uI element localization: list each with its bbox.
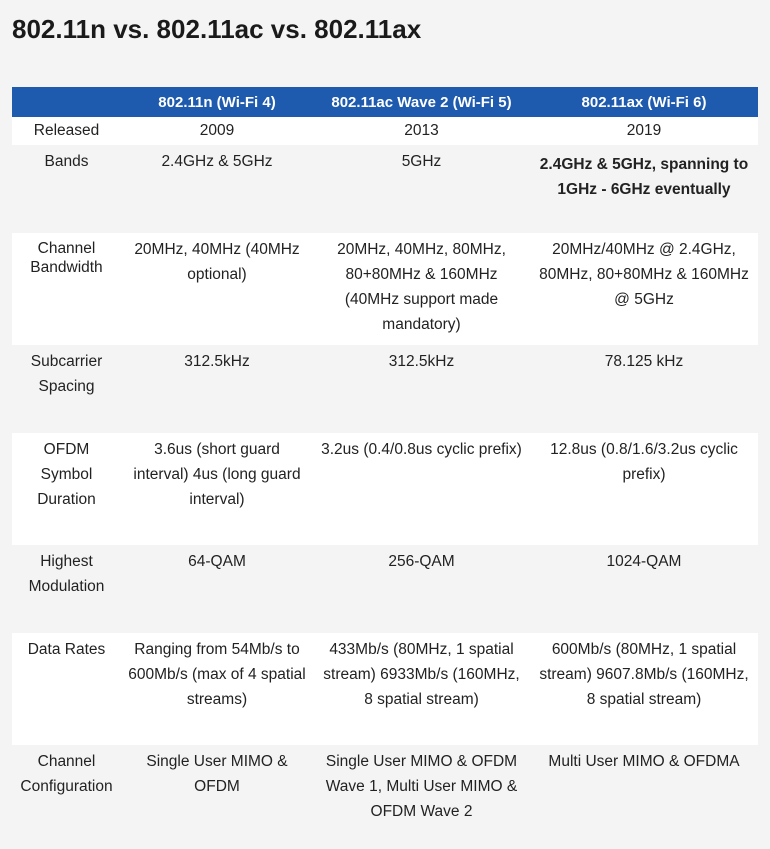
- row-label: Channel Configuration: [12, 745, 121, 845]
- page-title: 802.11n vs. 802.11ac vs. 802.11ax: [12, 14, 422, 44]
- comparison-table: [12, 87, 758, 845]
- table-row-data-rates: [12, 633, 758, 745]
- table-row-subcarrier-spacing: [12, 345, 758, 433]
- table-row-channel-configuration: [12, 745, 758, 845]
- table-cell: 20MHz, 40MHz (40MHz optional): [121, 233, 313, 345]
- row-label: Subcarrier Spacing: [12, 345, 121, 433]
- table-cell: 20MHz/40MHz @ 2.4GHz, 80MHz, 80+80MHz & 160MHz @ 5GHz: [530, 233, 758, 345]
- table-cell: 78.125 kHz: [530, 345, 758, 433]
- table-cell: 3.6us (short guard interval) 4us (long guard interval): [121, 433, 313, 545]
- table-cell: Multi User MIMO & OFDMA: [530, 745, 758, 845]
- table-cell: 2.4GHz & 5GHz, spanning to 1GHz - 6GHz eventually: [530, 145, 758, 233]
- table-cell: 2009: [121, 117, 313, 145]
- table-cell: 2013: [313, 117, 530, 145]
- row-label: Highest Modulation: [12, 545, 121, 633]
- table-cell: 1024-QAM: [530, 545, 758, 633]
- table-cell: Single User MIMO & OFDM: [121, 745, 313, 845]
- table-cell: 12.8us (0.8/1.6/3.2us cyclic prefix): [530, 433, 758, 545]
- row-label: Data Rates: [12, 633, 121, 745]
- table-cell: Single User MIMO & OFDM Wave 1, Multi User MIMO & OFDM Wave 2: [313, 745, 530, 845]
- row-label: OFDM Symbol Duration: [12, 433, 121, 545]
- header-cell-wifi4: 802.11n (Wi-Fi 4): [158, 93, 276, 111]
- table-row-channel-bandwidth: [12, 233, 758, 345]
- table-row-highest-modulation: [12, 545, 758, 633]
- row-label: Released: [12, 117, 121, 145]
- header-cell-wifi6: 802.11ax (Wi-Fi 6): [581, 93, 707, 111]
- table-cell: 600Mb/s (80MHz, 1 spatial stream) 9607.8Mb/s (160MHz, 8 spatial stream): [530, 633, 758, 745]
- table-cell: 64-QAM: [121, 545, 313, 633]
- row-label: Bands: [12, 145, 121, 233]
- table-row-ofdm-symbol-duration: [12, 433, 758, 545]
- table-cell: Ranging from 54Mb/s to 600Mb/s (max of 4 spatial streams): [121, 633, 313, 745]
- header-cell-empty: [12, 87, 121, 117]
- table-cell: 20MHz, 40MHz, 80MHz, 80+80MHz & 160MHz (40MHz support made mandatory): [313, 233, 530, 345]
- table-cell: 3.2us (0.4/0.8us cyclic prefix): [313, 433, 530, 545]
- table-cell: 5GHz: [313, 145, 530, 233]
- header-cell-wifi5: 802.11ac Wave 2 (Wi-Fi 5): [331, 93, 512, 111]
- table-cell: 312.5kHz: [313, 345, 530, 433]
- table-cell: 256-QAM: [313, 545, 530, 633]
- table-row-released: [12, 117, 758, 145]
- row-label: Channel Bandwidth: [12, 233, 121, 345]
- table-cell: 2.4GHz & 5GHz: [121, 145, 313, 233]
- table-cell: 433Mb/s (80MHz, 1 spatial stream) 6933Mb/s (160MHz, 8 spatial stream): [313, 633, 530, 745]
- table-row-bands: [12, 145, 758, 233]
- table-cell: 2019: [530, 117, 758, 145]
- table-header-row: [12, 87, 758, 117]
- table-cell: 312.5kHz: [121, 345, 313, 433]
